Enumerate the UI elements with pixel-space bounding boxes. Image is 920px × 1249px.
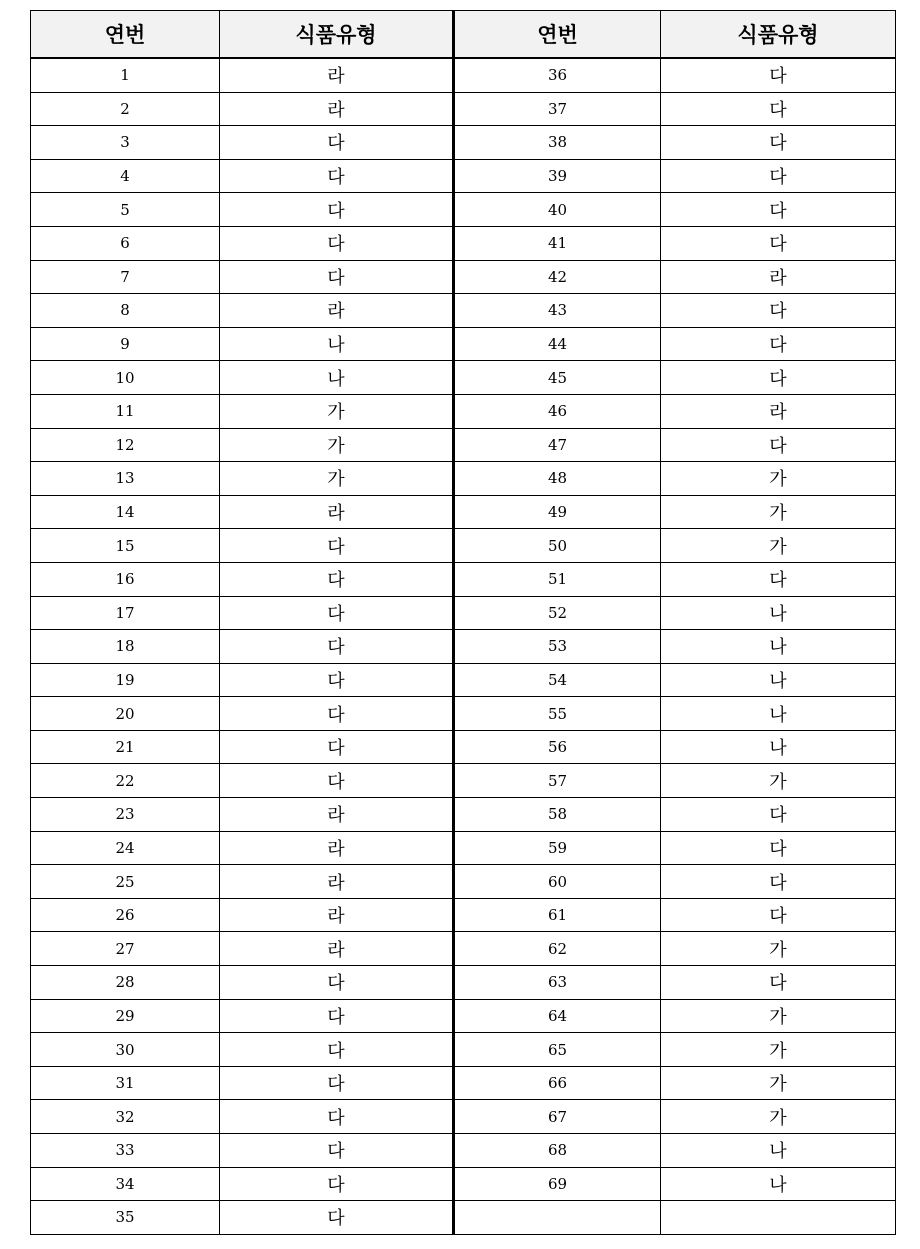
serial-cell: 67 — [454, 1100, 661, 1134]
serial-cell: 5 — [31, 193, 220, 227]
serial-cell — [454, 1201, 661, 1235]
food-type-cell: 나 — [661, 1134, 896, 1168]
table-row — [31, 966, 896, 1000]
food-type-cell: 다 — [220, 193, 454, 227]
food-type-cell: 라 — [220, 495, 454, 529]
food-type-cell: 다 — [220, 226, 454, 260]
serial-cell: 20 — [31, 697, 220, 731]
food-type-cell: 가 — [661, 999, 896, 1033]
serial-cell: 53 — [454, 630, 661, 664]
serial-cell: 14 — [31, 495, 220, 529]
food-type-cell: 다 — [220, 630, 454, 664]
serial-cell: 46 — [454, 394, 661, 428]
table-row — [31, 159, 896, 193]
food-type-cell: 나 — [661, 730, 896, 764]
table-row — [31, 798, 896, 832]
header-food-type-right: 식품유형 — [661, 11, 896, 59]
food-type-cell: 라 — [220, 932, 454, 966]
serial-cell: 29 — [31, 999, 220, 1033]
food-type-cell: 가 — [661, 1033, 896, 1067]
food-type-cell: 다 — [661, 966, 896, 1000]
food-type-cell: 나 — [220, 327, 454, 361]
table-row — [31, 630, 896, 664]
food-type-cell: 다 — [661, 294, 896, 328]
food-type-cell: 다 — [661, 159, 896, 193]
food-type-cell: 다 — [220, 1066, 454, 1100]
serial-cell: 60 — [454, 865, 661, 899]
food-type-cell: 다 — [661, 361, 896, 395]
serial-cell: 7 — [31, 260, 220, 294]
food-type-cell: 다 — [220, 697, 454, 731]
table-row — [31, 1033, 896, 1067]
table-row — [31, 1134, 896, 1168]
serial-cell: 32 — [31, 1100, 220, 1134]
serial-cell: 51 — [454, 562, 661, 596]
food-type-cell: 가 — [220, 428, 454, 462]
serial-cell: 23 — [31, 798, 220, 832]
food-type-cell: 다 — [220, 1201, 454, 1235]
table-body — [31, 58, 896, 1234]
serial-cell: 2 — [31, 92, 220, 126]
serial-cell: 8 — [31, 294, 220, 328]
table-row — [31, 529, 896, 563]
table-row — [31, 394, 896, 428]
serial-cell: 56 — [454, 730, 661, 764]
serial-cell: 13 — [31, 462, 220, 496]
food-type-cell: 다 — [661, 226, 896, 260]
food-type-cell: 나 — [661, 630, 896, 664]
food-type-cell: 다 — [220, 562, 454, 596]
serial-cell: 52 — [454, 596, 661, 630]
serial-cell: 41 — [454, 226, 661, 260]
serial-cell: 68 — [454, 1134, 661, 1168]
serial-cell: 65 — [454, 1033, 661, 1067]
food-type-cell: 다 — [661, 58, 896, 92]
serial-cell: 1 — [31, 58, 220, 92]
food-type-table — [30, 10, 896, 1235]
food-type-cell: 라 — [220, 798, 454, 832]
table-row — [31, 226, 896, 260]
food-type-cell: 라 — [220, 294, 454, 328]
table-row — [31, 1201, 896, 1235]
serial-cell: 58 — [454, 798, 661, 832]
food-type-cell: 가 — [661, 1066, 896, 1100]
serial-cell: 33 — [31, 1134, 220, 1168]
serial-cell: 66 — [454, 1066, 661, 1100]
food-type-cell: 라 — [220, 898, 454, 932]
table-row — [31, 596, 896, 630]
serial-cell: 69 — [454, 1167, 661, 1201]
food-type-cell: 가 — [661, 1100, 896, 1134]
food-type-cell: 다 — [661, 798, 896, 832]
serial-cell: 57 — [454, 764, 661, 798]
food-type-cell: 라 — [661, 394, 896, 428]
food-type-cell: 다 — [220, 1033, 454, 1067]
serial-cell: 37 — [454, 92, 661, 126]
serial-cell: 39 — [454, 159, 661, 193]
food-type-cell: 나 — [661, 596, 896, 630]
serial-cell: 16 — [31, 562, 220, 596]
food-type-cell: 가 — [220, 394, 454, 428]
serial-cell: 50 — [454, 529, 661, 563]
serial-cell: 35 — [31, 1201, 220, 1235]
table-row — [31, 1100, 896, 1134]
food-type-cell: 다 — [220, 596, 454, 630]
table-row — [31, 831, 896, 865]
food-type-cell: 라 — [661, 260, 896, 294]
food-type-cell — [661, 1201, 896, 1235]
table-row — [31, 58, 896, 92]
serial-cell: 31 — [31, 1066, 220, 1100]
serial-cell: 24 — [31, 831, 220, 865]
food-type-cell: 라 — [220, 58, 454, 92]
food-type-cell: 다 — [220, 730, 454, 764]
serial-cell: 15 — [31, 529, 220, 563]
food-type-cell: 가 — [220, 462, 454, 496]
food-type-cell: 다 — [661, 831, 896, 865]
table-row — [31, 1167, 896, 1201]
table-row — [31, 730, 896, 764]
food-type-cell: 라 — [220, 865, 454, 899]
serial-cell: 27 — [31, 932, 220, 966]
serial-cell: 48 — [454, 462, 661, 496]
table-row — [31, 495, 896, 529]
food-type-cell: 가 — [661, 529, 896, 563]
serial-cell: 44 — [454, 327, 661, 361]
header-serial-right: 연번 — [454, 11, 661, 59]
food-type-cell: 다 — [220, 999, 454, 1033]
serial-cell: 26 — [31, 898, 220, 932]
food-type-cell: 다 — [661, 898, 896, 932]
table-row — [31, 663, 896, 697]
serial-cell: 18 — [31, 630, 220, 664]
table-row — [31, 764, 896, 798]
serial-cell: 4 — [31, 159, 220, 193]
table-row — [31, 562, 896, 596]
table-row — [31, 294, 896, 328]
food-type-cell: 다 — [661, 193, 896, 227]
serial-cell: 38 — [454, 126, 661, 160]
food-type-cell: 다 — [220, 1100, 454, 1134]
food-type-cell: 다 — [220, 1167, 454, 1201]
table-row — [31, 428, 896, 462]
food-type-cell: 다 — [220, 529, 454, 563]
serial-cell: 45 — [454, 361, 661, 395]
serial-cell: 10 — [31, 361, 220, 395]
table-row — [31, 361, 896, 395]
table-row — [31, 932, 896, 966]
food-type-cell: 나 — [220, 361, 454, 395]
table-row — [31, 462, 896, 496]
serial-cell: 40 — [454, 193, 661, 227]
food-type-cell: 가 — [661, 495, 896, 529]
table-row — [31, 697, 896, 731]
header-row — [31, 11, 896, 59]
serial-cell: 43 — [454, 294, 661, 328]
serial-cell: 3 — [31, 126, 220, 160]
serial-cell: 61 — [454, 898, 661, 932]
food-type-cell: 다 — [220, 764, 454, 798]
food-type-cell: 다 — [661, 126, 896, 160]
serial-cell: 25 — [31, 865, 220, 899]
serial-cell: 11 — [31, 394, 220, 428]
food-type-cell: 다 — [220, 663, 454, 697]
serial-cell: 12 — [31, 428, 220, 462]
food-type-cell: 다 — [220, 159, 454, 193]
food-type-cell: 가 — [661, 932, 896, 966]
header-food-type-left: 식품유형 — [220, 11, 454, 59]
table-row — [31, 126, 896, 160]
food-type-cell: 라 — [220, 92, 454, 126]
serial-cell: 36 — [454, 58, 661, 92]
food-type-cell: 다 — [220, 126, 454, 160]
food-type-cell: 다 — [661, 327, 896, 361]
serial-cell: 17 — [31, 596, 220, 630]
serial-cell: 28 — [31, 966, 220, 1000]
serial-cell: 59 — [454, 831, 661, 865]
serial-cell: 42 — [454, 260, 661, 294]
food-type-cell: 가 — [661, 764, 896, 798]
food-type-cell: 다 — [220, 966, 454, 1000]
food-type-cell: 다 — [661, 92, 896, 126]
food-type-cell: 다 — [661, 562, 896, 596]
table-row — [31, 898, 896, 932]
food-type-cell: 다 — [661, 865, 896, 899]
serial-cell: 6 — [31, 226, 220, 260]
table-row — [31, 327, 896, 361]
food-type-cell: 다 — [220, 1134, 454, 1168]
serial-cell: 47 — [454, 428, 661, 462]
serial-cell: 63 — [454, 966, 661, 1000]
serial-cell: 55 — [454, 697, 661, 731]
table-row — [31, 999, 896, 1033]
food-type-cell: 가 — [661, 462, 896, 496]
serial-cell: 49 — [454, 495, 661, 529]
table-row — [31, 260, 896, 294]
serial-cell: 30 — [31, 1033, 220, 1067]
table-row — [31, 1066, 896, 1100]
serial-cell: 21 — [31, 730, 220, 764]
header-serial-left: 연번 — [31, 11, 220, 59]
serial-cell: 54 — [454, 663, 661, 697]
food-type-cell: 나 — [661, 1167, 896, 1201]
table-row — [31, 193, 896, 227]
food-type-cell: 나 — [661, 663, 896, 697]
table-row — [31, 865, 896, 899]
serial-cell: 34 — [31, 1167, 220, 1201]
food-type-cell: 다 — [661, 428, 896, 462]
serial-cell: 64 — [454, 999, 661, 1033]
food-type-cell: 라 — [220, 831, 454, 865]
food-type-cell: 나 — [661, 697, 896, 731]
serial-cell: 62 — [454, 932, 661, 966]
table-row — [31, 92, 896, 126]
serial-cell: 22 — [31, 764, 220, 798]
serial-cell: 9 — [31, 327, 220, 361]
serial-cell: 19 — [31, 663, 220, 697]
food-type-cell: 다 — [220, 260, 454, 294]
